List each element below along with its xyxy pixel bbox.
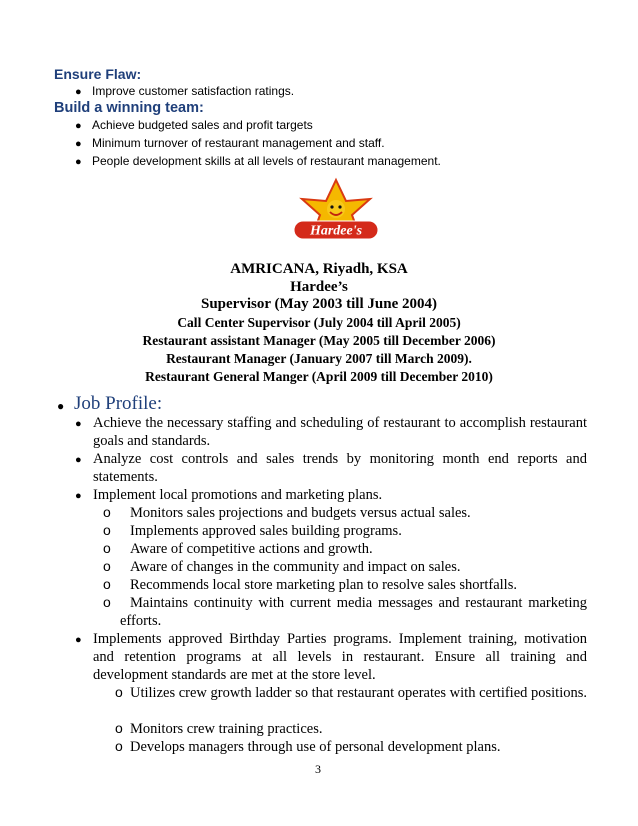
sub-bullet: o	[103, 576, 111, 592]
bullet: ●	[57, 399, 65, 413]
section-heading-build-team: Build a winning team:	[54, 100, 204, 116]
brand-name: Hardee’s	[290, 279, 348, 295]
job-subitem: Maintains continuity with current media messages and restaurant marketing efforts.	[120, 595, 587, 629]
job-item: Achieve the necessary staffing and scheduling of restaurant to accomplish restaurant goals and standards.	[93, 415, 587, 449]
bullet: ●	[75, 490, 82, 502]
hardees-logo	[288, 177, 384, 245]
sub-bullet: o	[103, 558, 111, 574]
job-subitem: Implements approved sales building programs.	[130, 523, 402, 539]
job-subitem: Aware of changes in the community and impact on sales.	[130, 559, 461, 575]
bullet: ●	[75, 454, 82, 466]
bullet: ●	[75, 156, 82, 168]
sub-bullet: o	[115, 720, 123, 736]
bullet: ●	[75, 634, 82, 646]
sub-bullet: o	[103, 522, 111, 538]
list-item: Achieve budgeted sales and profit targets	[92, 118, 313, 132]
sub-bullet: o	[115, 738, 123, 754]
job-subitem: Recommends local store marketing plan to resolve sales shortfalls.	[130, 577, 517, 593]
bullet: ●	[75, 138, 82, 150]
list-item: Improve customer satisfaction ratings.	[92, 84, 295, 98]
role: Restaurant General Manger (April 2009 till December 2010)	[145, 369, 493, 384]
list-item: People development skills at all levels of restaurant management.	[92, 154, 441, 168]
role: Restaurant assistant Manager (May 2005 till December 2006)	[142, 333, 496, 348]
bullet: ●	[75, 120, 82, 132]
job-subitem: Aware of competitive actions and growth.	[130, 541, 373, 557]
job-subitem: Monitors sales projections and budgets versus actual sales.	[130, 505, 471, 521]
sub-bullet: o	[103, 540, 111, 556]
job-subitem: Develops managers through use of personal development plans.	[130, 739, 501, 755]
list-item: Minimum turnover of restaurant management and staff.	[92, 136, 385, 150]
bullet: ●	[75, 86, 82, 98]
bullet: ●	[75, 418, 82, 430]
job-item: Implement local promotions and marketing plans.	[93, 487, 383, 503]
role: Supervisor (May 2003 till June 2004)	[201, 296, 437, 312]
job-subitem: Monitors crew training practices.	[130, 721, 323, 737]
svg-text:Hardee's: Hardee's	[309, 223, 363, 239]
role: Call Center Supervisor (July 2004 till April 2005)	[177, 315, 461, 330]
page-number: 3	[315, 762, 321, 776]
sub-bullet: o	[103, 594, 111, 610]
role: Restaurant Manager (January 2007 till March 2009).	[166, 351, 472, 366]
job-profile-heading: Job Profile:	[74, 393, 163, 414]
section-heading-ensure-flaw: Ensure Flaw:	[54, 66, 142, 82]
job-item: Analyze cost controls and sales trends by monitoring month end reports and statements.	[93, 451, 587, 485]
company-name: AMRICANA, Riyadh, KSA	[230, 261, 408, 277]
job-subitem: Utilizes crew growth ladder so that restaurant operates with certified positions.	[130, 685, 588, 701]
sub-bullet: o	[103, 504, 111, 520]
sub-bullet: o	[115, 684, 123, 700]
job-item: Implements approved Birthday Parties programs. Implement training, motivation and retention programs at all levels in restaurant. Ensure all training and development standards are met at the store level.	[93, 631, 587, 683]
